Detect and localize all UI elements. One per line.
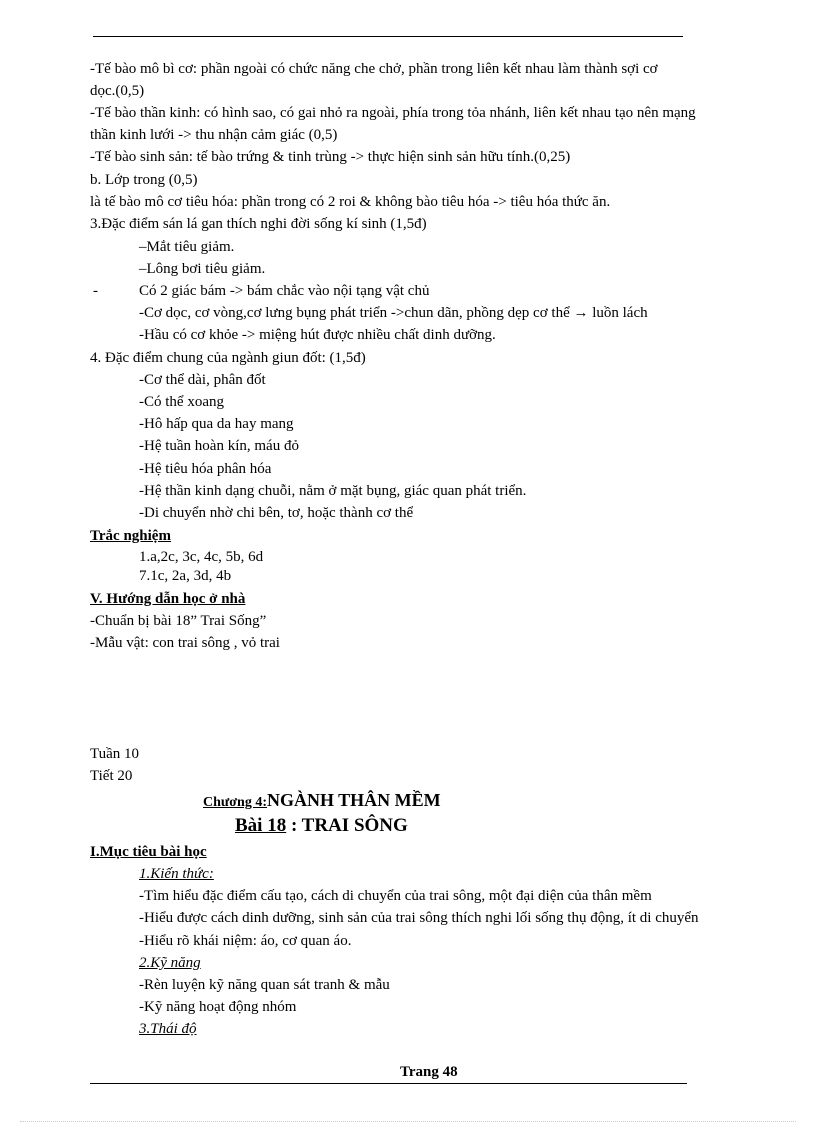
- bullet-line: Có 2 giác bám -> bám chắc vào nội tạng vật chủ: [139, 283, 430, 299]
- bullet-line: -Có thể xoang: [139, 394, 224, 410]
- page-edge: [20, 1121, 796, 1122]
- lesson-name: : TRAI SÔNG: [286, 815, 408, 836]
- header-rule: [93, 36, 683, 37]
- text-line: -Tế bào mô bì cơ: phần ngoài có chức năng che chở, phần trong liên kết nhau làm thành sợi cơ: [90, 61, 658, 77]
- section-heading-objectives: I.Mục tiêu bài học: [90, 844, 207, 860]
- chapter-name: NGÀNH THÂN MỀM: [267, 790, 441, 810]
- bullet-line: –Lông bơi tiêu giảm.: [139, 261, 266, 277]
- bullet-line: -Cơ dọc, cơ vòng,cơ lưng bụng phát triển ->chun dãn, phồng dẹp cơ thể → luồn lách: [139, 305, 648, 321]
- footer-rule: [90, 1083, 687, 1084]
- text-line: dọc.(0,5): [90, 83, 145, 99]
- bullet-line: -Rèn luyện kỹ năng quan sát tranh & mẫu: [139, 977, 390, 993]
- text-line: b. Lớp trong (0,5): [90, 172, 198, 188]
- bullet-line: -Cơ thể dài, phân đốt: [139, 372, 266, 388]
- bullet-line: -Hệ tuần hoàn kín, máu đỏ: [139, 438, 299, 454]
- subheading-skills: 2.Kỹ năng: [139, 955, 201, 971]
- bullet-line: -Tìm hiểu đặc điểm cấu tạo, cách di chuyển của trai sông, một đại diện của thân mềm: [139, 888, 652, 904]
- bullet-line: -Hiểu được cách dinh dưỡng, sinh sản của trai sông thích nghi lối sống thụ động, ít di chuyển: [139, 910, 699, 926]
- bullet-line: -Hô hấp qua da hay mang: [139, 416, 294, 432]
- subheading-knowledge: 1.Kiến thức:: [139, 866, 214, 882]
- week-label: Tuần 10: [90, 746, 140, 762]
- chapter-title: [203, 790, 441, 811]
- text-line: -Mẫu vật: con trai sông , vỏ trai: [90, 635, 280, 651]
- period-label: Tiết 20: [90, 768, 133, 784]
- quiz-answers: 7.1c, 2a, 3d, 4b: [139, 568, 232, 584]
- bullet-line: -Di chuyển nhờ chi bên, tơ, hoặc thành cơ thể: [139, 505, 414, 521]
- chapter-label: Chương 4:: [203, 795, 267, 810]
- text-line: -Chuẩn bị bài 18” Trai Sống”: [90, 613, 267, 629]
- text-line: 3.Đặc điểm sán lá gan thích nghi đời sống kí sinh (1,5đ): [90, 216, 427, 232]
- lesson-label: Bài 18: [235, 815, 287, 836]
- bullet-line: -Hệ thần kinh dạng chuỗi, nằm ở mặt bụng, giác quan phát triển.: [139, 483, 527, 499]
- bullet-line: -Hiểu rõ khái niệm: áo, cơ quan áo.: [139, 933, 352, 949]
- text-line: 4. Đặc điểm chung của ngành giun đốt: (1,5đ): [90, 350, 366, 366]
- bullet-line: –Mắt tiêu giảm.: [139, 239, 235, 255]
- subheading-attitude: 3.Thái độ: [139, 1021, 197, 1037]
- lesson-title: [235, 815, 408, 837]
- text-line: -Tế bào thần kinh: có hình sao, có gai nhỏ ra ngoài, phía trong tỏa nhánh, liên kết nhau tạo nên mạng: [90, 105, 696, 121]
- text-line: là tế bào mô cơ tiêu hóa: phần trong có 2 roi & không bào tiêu hóa -> tiêu hóa thức ăn.: [90, 194, 611, 210]
- text-line: -Tế bào sinh sản: tế bào trứng & tinh trùng -> thực hiện sinh sản hữu tính.(0,25): [90, 149, 571, 165]
- bullet-dash: -: [93, 283, 98, 299]
- bullet-line: -Hệ tiêu hóa phân hóa: [139, 461, 272, 477]
- quiz-answers: 1.a,2c, 3c, 4c, 5b, 6d: [139, 549, 264, 565]
- text-line: thần kinh lưới -> thu nhận cảm giác (0,5): [90, 127, 338, 143]
- section-heading-homework: V. Hướng dẫn học ở nhà: [90, 591, 246, 607]
- section-heading-quiz: Trắc nghiệm: [90, 528, 171, 544]
- page-number: Trang 48: [400, 1064, 458, 1080]
- bullet-line: -Hầu có cơ khỏe -> miệng hút được nhiều chất dinh dưỡng.: [139, 327, 496, 343]
- bullet-line: -Kỹ năng hoạt động nhóm: [139, 999, 297, 1015]
